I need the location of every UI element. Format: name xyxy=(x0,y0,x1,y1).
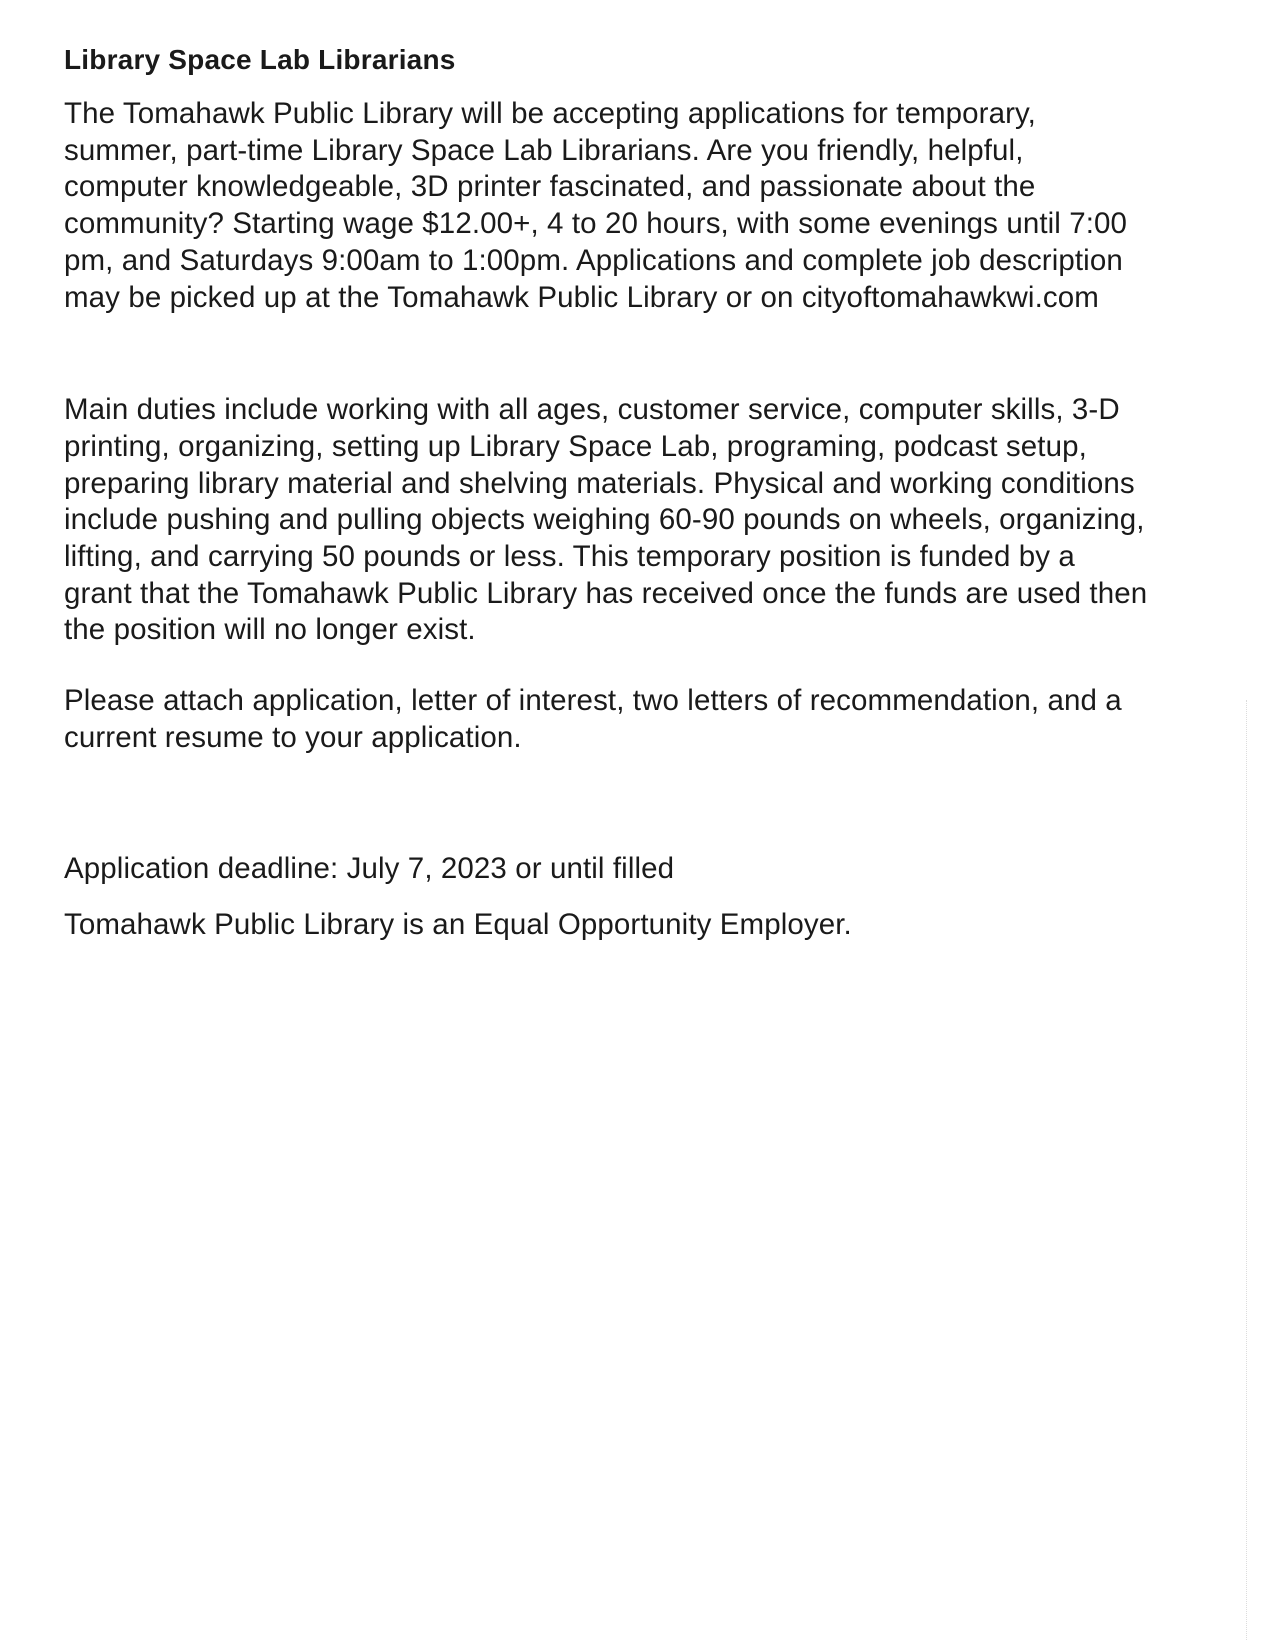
deadline-line: Application deadline: July 7, 2023 or until filled xyxy=(64,851,675,885)
scan-edge-artifact xyxy=(1246,700,1248,1640)
document-title: Library Space Lab Librarians xyxy=(64,44,456,75)
attachments-paragraph: Please attach application, letter of interest, two letters of recommendation, and a current resume to your application. xyxy=(64,684,1122,754)
document-body xyxy=(64,40,1149,944)
duties-paragraph: Main duties include working with all ages, customer service, computer skills, 3-D printing, organizing, setting up Library Space Lab, programing, podcast setup, preparing library material and shelving materials. Physical and working conditions include pushing and pulling objects weighing 60-90 pounds on wheels, organizing, lifting, and carrying 50 pounds or less. This temporary position is funded by a grant that the Tomahawk Public Library has received once the funds are used then the position will no longer exist. xyxy=(64,393,1148,647)
intro-paragraph: The Tomahawk Public Library will be accepting applications for temporary, summer, part-time Library Space Lab Librarians. Are you friendly, helpful, computer knowledgeable, 3D printer fascinated, and passionate about the community? Starting wage $12.00+, 4 to 20 hours, with some evenings until 7:00 pm, and Saturdays 9:00am to 1:00pm. Applications and complete job description may be picked up at the Tomahawk Public Library or on cityoftomahawkwi.com xyxy=(64,97,1128,314)
equal-opportunity-line: Tomahawk Public Library is an Equal Opportunity Employer. xyxy=(64,908,852,942)
